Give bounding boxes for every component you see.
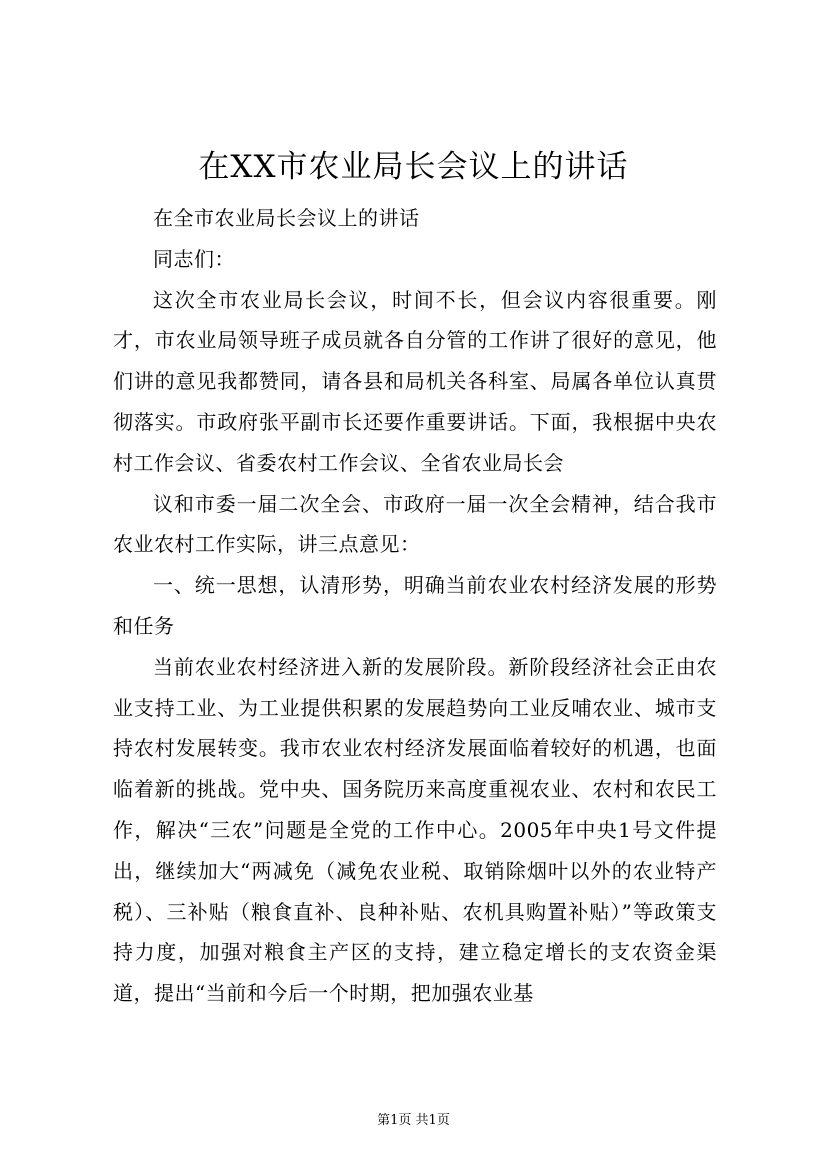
document-title: 在XX市农业局长会议上的讲话 — [198, 149, 629, 185]
paragraph-opening: 这次全市农业局长会议，时间不长，但会议内容很重要。刚才，市农业局领导班子成员就各自分管的工作讲了很好的意见，他们讲的意见我都赞同，请各县和局机关各科室、局属各单位认真贯彻落实。市政府张平副市长还要作重要讲话。下面，我根据中央农村工作会议、省委农村工作会议、全省农业局长会 — [113, 287, 717, 475]
paragraph-subtitle: 在全市农业局长会议上的讲话 — [153, 206, 420, 230]
page-footer: 第1页 共1页 — [377, 1113, 450, 1128]
document-body — [113, 198, 717, 1014]
paragraph-salutation: 同志们： — [153, 246, 235, 271]
paragraph-situation: 当前农业农村经济进入新的发展阶段。新阶段经济社会正由农业支持工业、为工业提供积累的发展趋势向工业反哺农业、城市支持农村发展转变。我市农业农村经济发展面临着较好的机遇，也面临着新的挑战。党中央、国务院历来高度重视农业、农村和农民工作，解决“三农”问题是全党的工作中心。2005年中央1号文件提出，继续加大“两减免（减免农业税、取销除烟叶以外的农业特产税）、三补贴（粮食直补、良种补贴、农机具购置补贴）”等政策支持力度，加强对粮食主产区的支持，建立稳定增长的支农资金渠道，提出“当前和今后一个时期，把加强农业基 — [113, 654, 717, 1006]
paragraph-continuation: 议和市委一届二次全会、市政府一届一次全会精神，结合我市农业农村工作实际，讲三点意见： — [113, 491, 717, 557]
paragraph-section-heading: 一、统一思想，认清形势，明确当前农业农村经济发展的形势和任务 — [113, 573, 717, 638]
